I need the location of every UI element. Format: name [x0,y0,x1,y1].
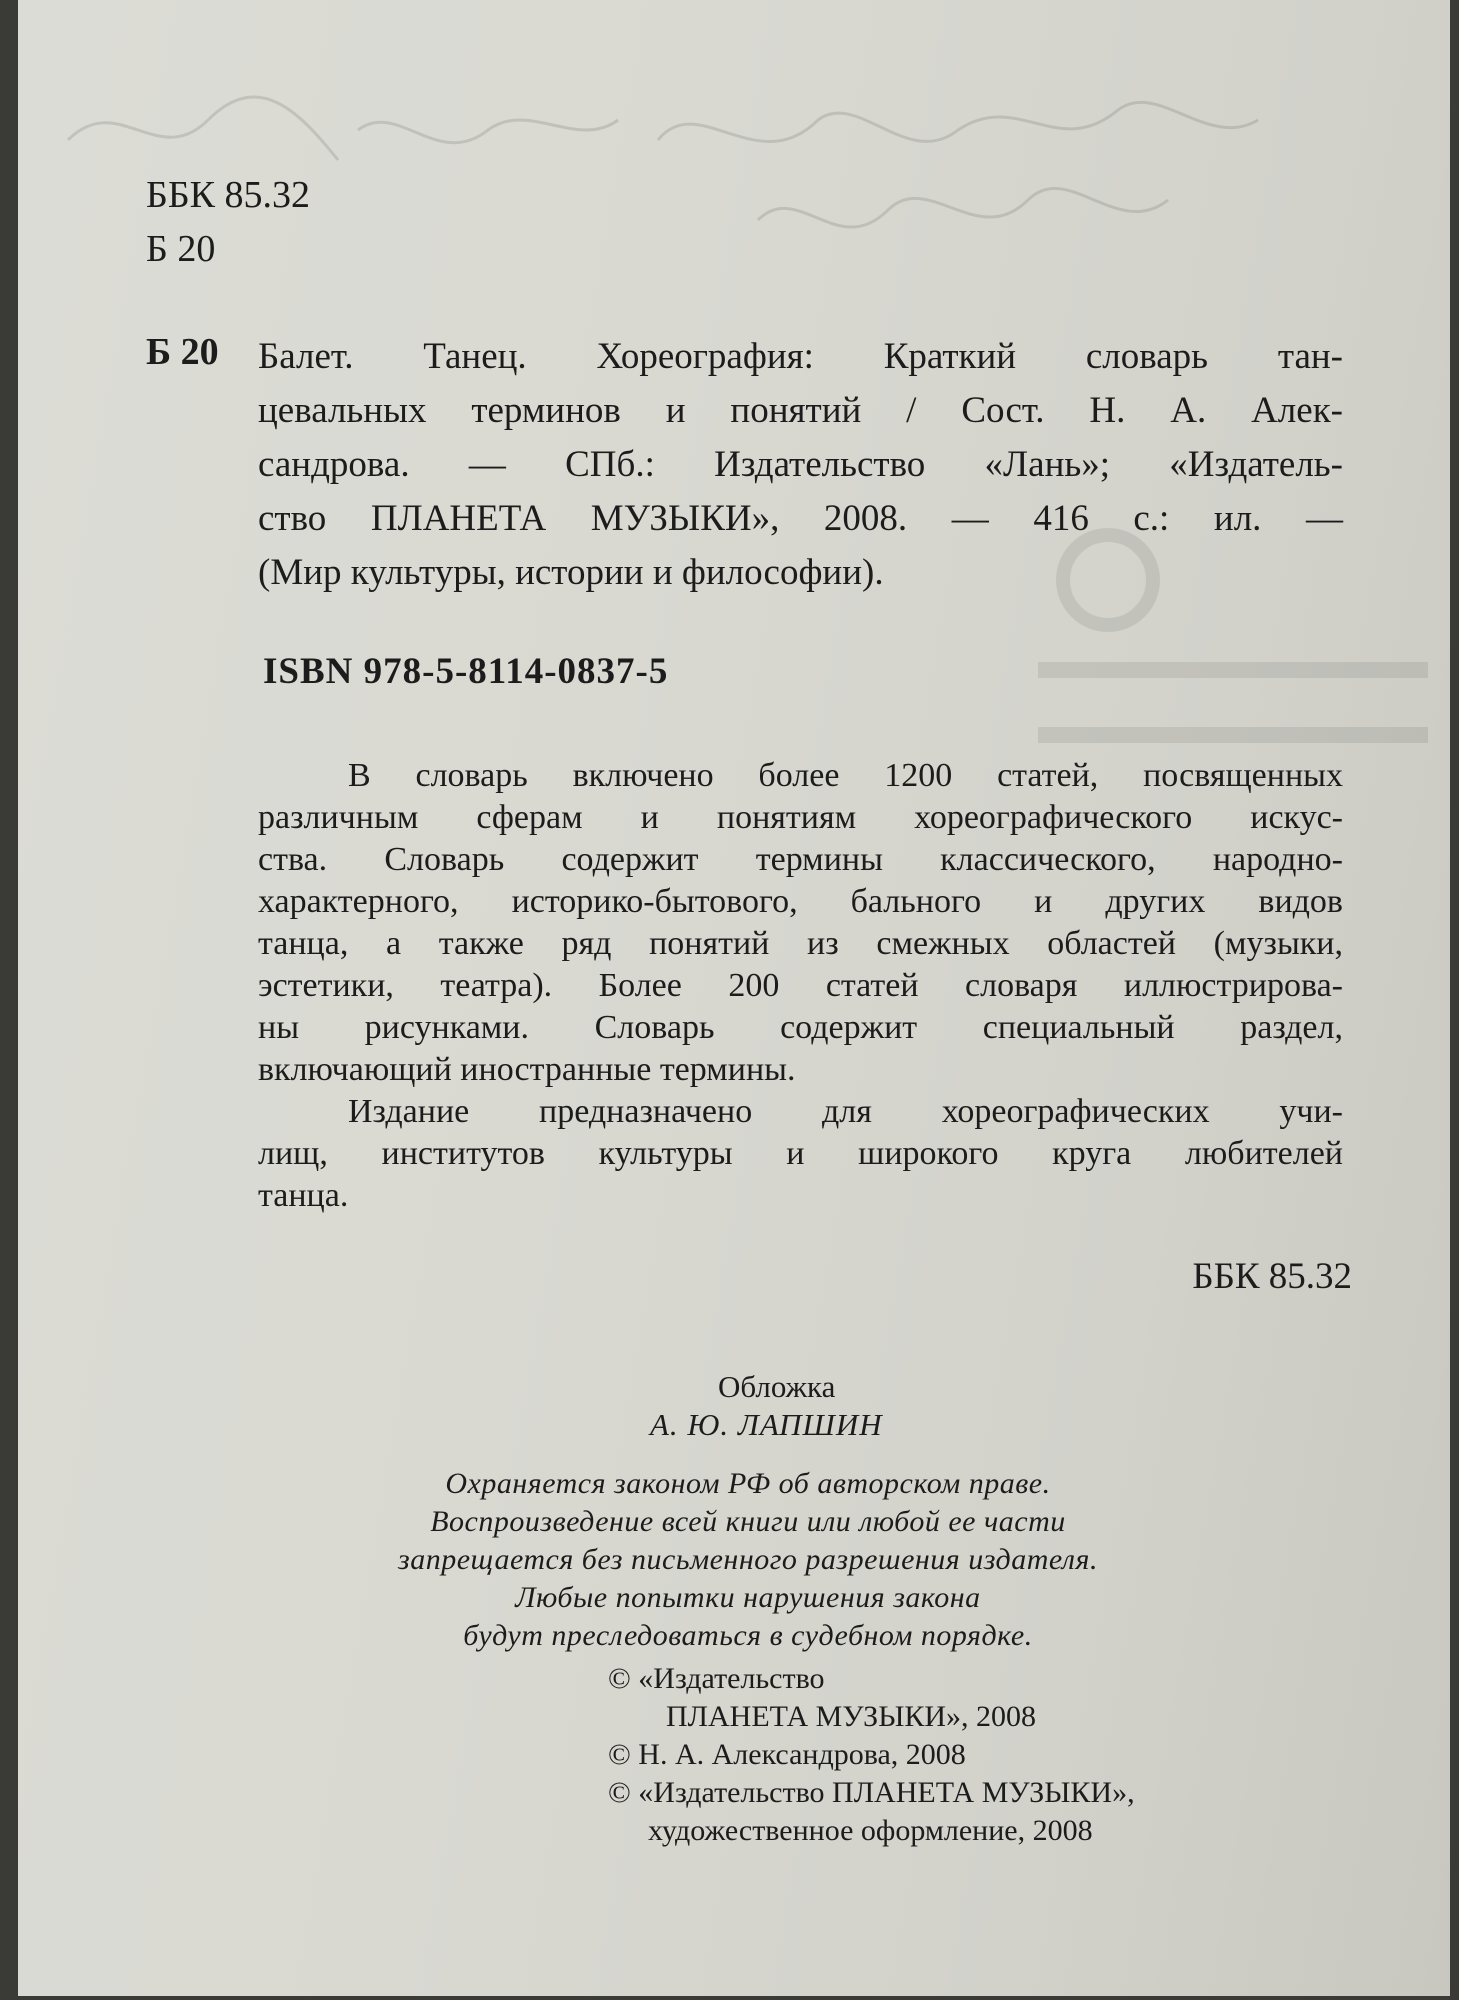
isbn: ISBN 978-5-8114-0837-5 [263,651,669,692]
annotation [258,755,1343,1217]
annotation-line: различным сферам и понятиям хореографического искус- [258,799,1343,836]
notice-line: Охраняется законом РФ об авторском праве. [445,1467,1051,1500]
book-page [18,0,1450,1996]
entry-line: Балет. Танец. Хореография: Краткий словарь тан- [258,336,1343,377]
copyright-line: ПЛАНЕТА МУЗЫКИ», 2008 [666,1700,1037,1733]
copyright-line: © «Издательство [608,1662,825,1695]
entry-line: ство ПЛАНЕТА МУЗЫКИ», 2008. — 416 с.: ил. — [258,498,1343,539]
annotation-line: Издание предназначено для хореографических учи- [348,1093,1343,1130]
copyright-line: художественное оформление, 2008 [648,1814,1093,1847]
entry-line: цевальных терминов и понятий / Сост. Н. А. Алек- [258,390,1343,431]
bibliographic-entry [258,330,1343,600]
copyright-line: © «Издательство ПЛАНЕТА МУЗЫКИ», [608,1776,1135,1809]
entry-line: сандрова. — СПб.: Издательство «Лань»; «Издатель- [258,444,1343,485]
notice-line: Воспроизведение всей книги или любой ее части [430,1505,1066,1538]
annotation-line: танца. [258,1177,349,1214]
bbk-code: ББК 85.32 [146,174,310,216]
annotation-line: ны рисунками. Словарь содержит специальный раздел, [258,1009,1343,1046]
entry-line: (Мир культуры, истории и философии). [258,552,884,593]
annotation-line: танца, а также ряд понятий из смежных областей (музыки, [258,925,1343,962]
copyright-notice [278,1465,1218,1655]
annotation-line: В словарь включено более 1200 статей, посвященных [348,757,1343,794]
annotation-line: включающий иностранные термины. [258,1051,796,1088]
entry-author-mark: Б 20 [146,331,219,373]
annotation-line: эстетики, театра). Более 200 статей словаря иллюстрирова- [258,967,1343,1004]
notice-line: запрещается без письменного разрешения издателя. [398,1543,1098,1576]
annotation-line: лищ, институтов культуры и широкого круга любителей [258,1135,1343,1172]
notice-line: будут преследоваться в судебном порядке. [463,1619,1033,1652]
author-mark: Б 20 [146,228,216,270]
copyright-line: © Н. А. Александрова, 2008 [608,1738,966,1771]
bbk-code-bottom: ББК 85.32 [1192,1256,1352,1297]
notice-line: Любые попытки нарушения закона [515,1581,981,1614]
annotation-line: ства. Словарь содержит термины классического, народно- [258,841,1343,878]
annotation-line: характерного, историко-бытового, бального и других видов [258,883,1343,920]
cover-artist: А. Ю. ЛАПШИН [650,1407,883,1442]
bbk-classification-block [146,168,310,276]
cover-label: Обложка [718,1369,836,1404]
copyright-holders [608,1660,1135,1850]
